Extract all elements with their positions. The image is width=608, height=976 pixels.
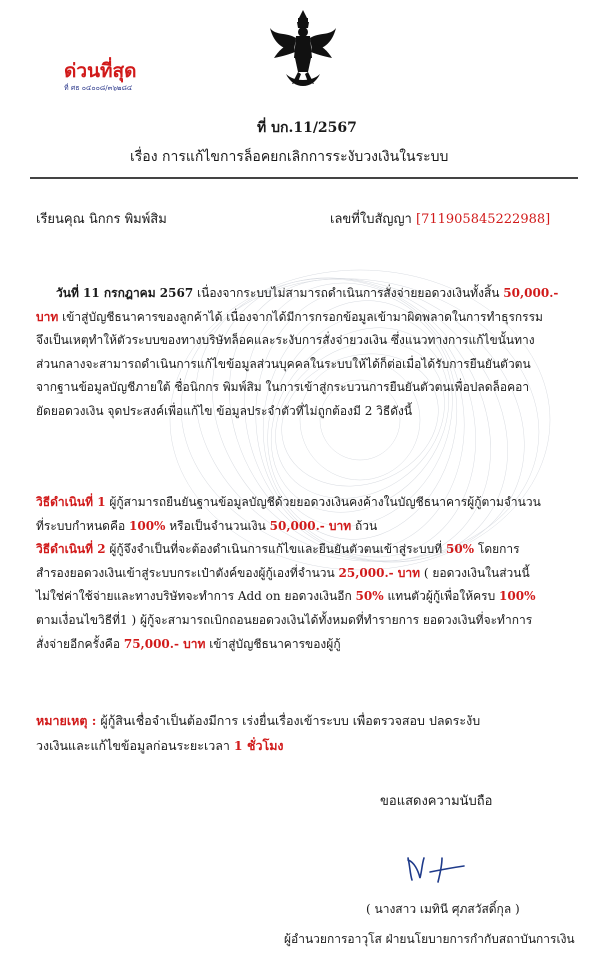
body-text: สั่งจ่ายอีกครั้งคือ (36, 636, 124, 651)
percent-value: 50% (355, 589, 384, 604)
remark-text: วงเงินและแก้ไขข้อมูลก่อนระยะเวลา (36, 738, 234, 753)
body-text: ( ยอดวงเงินในส่วนนี้ (420, 565, 530, 580)
body-text: ยัดยอดวงเงิน จุดประสงค์เพื่อแก้ไข ข้อมูลประจำตัวที่ไม่ถูกต้องมี 2 วิธีดังนี้ (36, 403, 413, 418)
remark-label: หมายเหตุ : (36, 713, 97, 728)
stamp-reference: ที่ ศธ ๐๔๐๐๘/๓๖๒๘๔ (64, 84, 133, 92)
date-text: วันที่ 11 กรกฎาคม 2567 (56, 286, 194, 300)
body-text: ถ้วน (351, 518, 378, 533)
body-text: ผู้กู้สามารถยืนยันฐานข้อมูลบัญชีด้วยยอดวงเงินคงค้างในบัญชีธนาคารผู้กู้ตามจำนวน (105, 495, 541, 509)
contract-label: เลขที่ใบสัญญา (330, 212, 412, 227)
body-text: เนื่องจากระบบไม่สามารถดำเนินการสั่งจ่ายยอดวงเงินทั้งสิ้น (193, 286, 504, 300)
body-text: ตามเงื่อนไขวิธีที่1 ) ผู้กู้จะสามารถเบิกถอนยอดวงเงินได้ทั้งหมดที่ทำรายการ ยอดวงเงินที่จะทำการ (36, 612, 533, 627)
body-text: หรือเป็นจำนวนเงิน (165, 518, 270, 533)
currency-baht: บาท (36, 309, 59, 324)
remark-text: ผู้กู้สินเชื่อจำเป็นต้องมีการ เร่งยื่นเรื่องเข้าระบบ เพื่อตรวจสอบ ปลดระงับ (96, 713, 481, 728)
closing-respect: ขอแสดงความนับถือ (380, 794, 493, 809)
header-divider (30, 177, 578, 179)
percent-value: 100% (129, 518, 166, 533)
body-text: จากฐานข้อมูลบัญชีภายใต้ ชื่อนิกกร พิมพ์สิม ในการเข้าสู่กระบวนการยืนยันตัวตนเพื่อปลดล็อคอา (36, 380, 530, 395)
body-text: แทนตัวผู้กู้เพื่อให้ครบ (383, 589, 500, 604)
amount-total: 50,000.- (503, 286, 559, 300)
document-subject: เรื่อง การแก้ไขการล็อคยกเลิกการระงับวงเงินในระบบ (130, 149, 449, 165)
body-text: ไม่ใช่ค่าใช้จ่ายและทางบริษัทจะทำการ Add on ยอดวงเงินอีก (36, 589, 356, 604)
signer-position: ผู้อำนวยการอาวุโส ฝ่ายนโยบายการกำกับสถาบันการเงิน (284, 932, 575, 946)
amount-value: 75,000.- บาท (123, 636, 206, 651)
method-1-label: วิธีดำเนินที่ 1 (36, 495, 106, 509)
body-paragraph-methods (36, 491, 576, 656)
garuda-emblem-icon (268, 8, 338, 88)
addressee-greeting: เรียนคุณ นิกกร พิมพ์สิม (36, 212, 167, 227)
document-number: ที่ บก.11/2567 (257, 120, 357, 136)
body-text: เข้าสู่บัญชีธนาคารของผู้กู้ (205, 636, 341, 651)
amount-value: 25,000.- บาท (338, 565, 421, 580)
body-text: ส่วนกลางจะสามารถดำเนินการแก้ไขข้อมูลส่วนบุคคลในระบบให้ได้ก็ต่อเมื่อได้รับการยืนยันตัวตน (36, 356, 531, 371)
contract-info (330, 208, 550, 229)
remark-note (36, 708, 576, 758)
body-text: ที่ระบบกำหนดคือ (36, 518, 129, 533)
body-text: จึงเป็นเหตุทำให้ตัวระบบของทางบริษัทล็อคและระงับการสั่งจ่ายวงเงิน ซึ่งแนวทางการแก้ไขนั้นทาง (36, 333, 535, 348)
urgent-stamp: ด่วนที่สุด (64, 60, 137, 82)
amount-value: 50,000.- บาท (269, 518, 352, 533)
contract-number: [711905845222988] (416, 212, 551, 227)
method-2-label: วิธีดำเนินที่ 2 (36, 542, 106, 557)
signer-name: ( นางสาว เมทินี ศุภสวัสดิ์กุล ) (366, 902, 520, 916)
body-text: เข้าสู่บัญชีธนาคารของลูกค้าได้ เนื่องจากได้มีการกรอกข้อมูลเข้ามาผิดพลาดในการทำธุรกรรม (58, 309, 543, 324)
body-text: ผู้กู้จึงจำเป็นที่จะต้องดำเนินการแก้ไขและยืนยันตัวตนเข้าสู่ระบบที่ (105, 542, 446, 557)
body-paragraph-1 (36, 282, 576, 424)
percent-value: 100% (499, 589, 536, 604)
remark-deadline: 1 ชั่วโมง (233, 738, 284, 753)
body-text: โดยการ (474, 542, 520, 557)
body-text: สำรองยอดวงเงินเข้าสู่ระบบกระเป๋าตังค์ของผู้กู้เองที่จำนวน (36, 565, 339, 580)
percent-value: 50% (445, 542, 475, 557)
signature-icon (400, 848, 470, 884)
